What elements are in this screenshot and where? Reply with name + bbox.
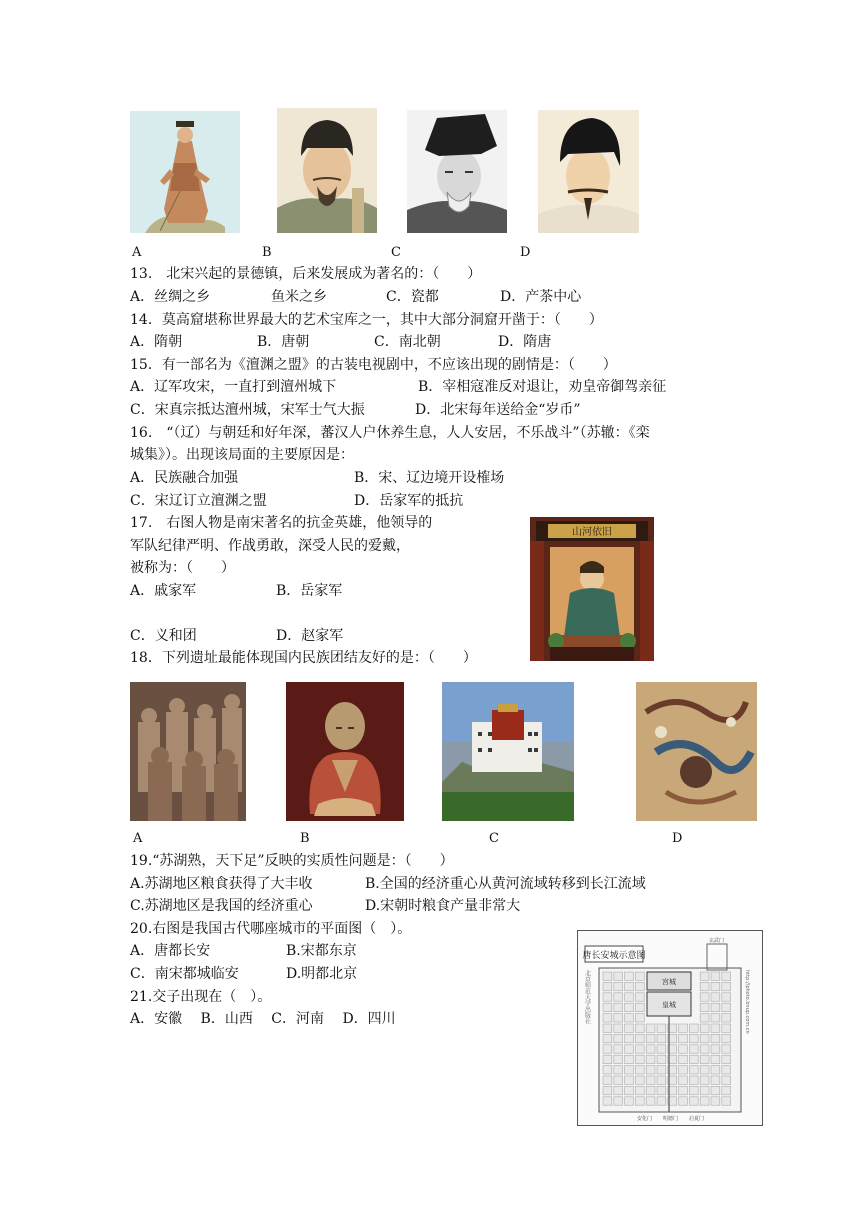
map-ward — [646, 1086, 655, 1094]
q16-option-b: B．宋、辽边境开设榷场 — [354, 470, 505, 486]
map-ward — [625, 1014, 634, 1022]
map-ward — [711, 1014, 720, 1022]
map-ward — [689, 1086, 698, 1094]
map-ward — [722, 1024, 731, 1032]
map-ward — [679, 1045, 688, 1053]
q15-option-b: B．宰相寇准反对退让，劝皇帝御驾亲征 — [418, 379, 667, 395]
q21-stem: 21.交子出现在（ ）。 — [130, 989, 272, 1005]
portrait-a-image — [130, 111, 240, 233]
map-ward — [646, 1076, 655, 1084]
map-ward — [646, 1034, 655, 1042]
map-ward — [700, 1055, 709, 1063]
map-ward — [711, 972, 720, 980]
map-ward — [700, 1003, 709, 1011]
map-ward — [614, 1014, 623, 1022]
map-ward — [625, 1097, 634, 1105]
map-ward — [625, 972, 634, 980]
map-ward — [603, 972, 612, 980]
q18-label-c: C — [489, 831, 499, 846]
map-ward — [722, 1045, 731, 1053]
q20-stem: 20.右图是我国古代哪座城市的平面图（ ）。 — [130, 921, 412, 937]
map-ward — [614, 993, 623, 1001]
map-ward — [711, 1034, 720, 1042]
q18-label-b: B — [300, 831, 310, 846]
map-ward — [722, 1076, 731, 1084]
q14-option-a: A．隋朝 — [130, 334, 183, 350]
q18-label-a: A — [133, 831, 143, 846]
map-ward — [635, 1045, 644, 1053]
q17-option-d: D．赵家军 — [276, 628, 344, 644]
map-ward — [679, 1086, 688, 1094]
q15-option-a: A．辽军攻宋，一直打到澶州城下 — [130, 379, 337, 395]
seated-lama-statue-image — [286, 682, 404, 821]
shrine-plaque-text: 山河依旧 — [572, 527, 612, 538]
map-ward — [722, 1034, 731, 1042]
map-ward — [722, 1086, 731, 1094]
q21-options: A．安徽 B．山西 C．河南 D．四川 — [130, 1011, 396, 1027]
map-ward — [700, 1024, 709, 1032]
portrait-d-image — [538, 110, 639, 233]
map-ward — [646, 1066, 655, 1074]
map-ward — [625, 993, 634, 1001]
map-ward — [625, 982, 634, 990]
map-title: 唐长安城示意图 — [582, 951, 646, 961]
map-ward — [635, 982, 644, 990]
map-ward — [700, 1066, 709, 1074]
map-ward — [657, 1097, 666, 1105]
map-imperial-city-label: 皇城 — [662, 1001, 676, 1009]
map-ward — [635, 993, 644, 1001]
map-ward — [711, 1055, 720, 1063]
q20-option-c: C．南宋都城临安 — [130, 966, 239, 982]
map-gate-anhua: 安化门 — [637, 1116, 653, 1122]
map-ward — [679, 1066, 688, 1074]
map-ward — [646, 1045, 655, 1053]
map-ward — [722, 1055, 731, 1063]
q13-option-c: C．瓷都 — [386, 289, 439, 305]
q14-option-d: D．隋唐 — [498, 334, 552, 350]
terracotta-warriors-image — [130, 682, 246, 821]
map-ward — [689, 1055, 698, 1063]
map-ward — [722, 982, 731, 990]
map-ward — [700, 972, 709, 980]
q19-option-d: D.宋朝时粮食产量非常大 — [365, 898, 521, 914]
map-ward — [603, 1003, 612, 1011]
map-ward — [722, 1014, 731, 1022]
map-ward — [614, 972, 623, 980]
q15-stem: 15．有一部名为《澶渊之盟》的古装电视剧中，不应该出现的剧情是：（ ） — [130, 357, 617, 373]
map-ward — [657, 1055, 666, 1063]
map-ward — [635, 1014, 644, 1022]
changan-city-map — [577, 930, 763, 1126]
q18-stem: 18．下列遗址最能体现国内民族团结友好的是：（ ） — [130, 650, 477, 666]
map-ward — [635, 1034, 644, 1042]
map-ward — [689, 1034, 698, 1042]
map-ward — [603, 993, 612, 1001]
map-ward — [603, 1034, 612, 1042]
map-ward — [657, 1076, 666, 1084]
map-ward — [657, 1024, 666, 1032]
map-ward — [625, 1076, 634, 1084]
map-gate-xuanwu: 玄武门 — [709, 938, 725, 944]
map-ward — [625, 1003, 634, 1011]
map-ward — [711, 1086, 720, 1094]
map-ward — [711, 1066, 720, 1074]
map-ward — [700, 982, 709, 990]
map-ward — [603, 1066, 612, 1074]
map-ward — [700, 1034, 709, 1042]
map-ward — [722, 972, 731, 980]
q19-option-b: B.全国的经济重心从黄河流域转移到长江流域 — [365, 876, 646, 892]
map-ward — [625, 1034, 634, 1042]
map-ward — [603, 1097, 612, 1105]
q20-option-b: B.宋都东京 — [286, 943, 357, 959]
map-ward — [711, 1045, 720, 1053]
map-ward — [711, 1097, 720, 1105]
map-ward — [614, 1045, 623, 1053]
map-ward — [711, 1024, 720, 1032]
map-ward — [614, 1034, 623, 1042]
q17-option-b: B．岳家军 — [276, 583, 343, 599]
q14-stem: 14．莫高窟堪称世界最大的艺术宝库之一，其中大部分洞窟开凿于：（ ） — [130, 312, 603, 328]
map-ward — [722, 1066, 731, 1074]
map-ward — [614, 1003, 623, 1011]
map-publisher-note: 北京师范大学出版社 — [583, 970, 591, 1024]
dunhuang-mural-image — [636, 682, 757, 821]
map-ward — [700, 1045, 709, 1053]
map-palace-city-label: 宫城 — [662, 978, 676, 986]
portrait-b-image — [277, 108, 377, 233]
map-ward — [635, 1024, 644, 1032]
map-ward — [679, 1097, 688, 1105]
map-ward — [614, 1076, 623, 1084]
q16-option-c: C．宋辽订立澶渊之盟 — [130, 493, 267, 509]
map-ward — [614, 1097, 623, 1105]
portrait-c-label: C — [391, 245, 401, 260]
portrait-b-label: B — [262, 245, 272, 260]
q16-option-a: A．民族融合加强 — [130, 470, 239, 486]
map-ward — [625, 1086, 634, 1094]
q14-option-c: C．南北朝 — [374, 334, 441, 350]
map-ward — [646, 1097, 655, 1105]
map-ward — [625, 1066, 634, 1074]
map-ward — [711, 982, 720, 990]
q17-stem-line3: 被称为：（ ） — [130, 560, 235, 576]
map-ward — [614, 1066, 623, 1074]
q13-option-b: 鱼米之乡 — [271, 289, 327, 305]
map-ward — [689, 1045, 698, 1053]
q14-option-b: B．唐朝 — [257, 334, 310, 350]
map-ward — [689, 1076, 698, 1084]
map-ward — [700, 1097, 709, 1105]
yue-fei-shrine-image — [530, 517, 654, 661]
q17-stem-line2: 军队纪律严明、作战勇敢，深受人民的爱戴， — [130, 538, 410, 554]
q15-option-d: D．北宋每年送给金“岁币” — [415, 402, 581, 418]
map-ward — [689, 1024, 698, 1032]
map-ward — [722, 1097, 731, 1105]
map-ward — [635, 1086, 644, 1094]
q16-stem-line2: 城集》）。出现该局面的主要原因是： — [130, 447, 354, 463]
q13-option-a: A．丝绸之乡 — [130, 289, 211, 305]
map-ward — [614, 1055, 623, 1063]
map-ward — [614, 1086, 623, 1094]
q17-option-c: C．义和团 — [130, 628, 197, 644]
map-ward — [679, 1034, 688, 1042]
map-ward — [603, 1086, 612, 1094]
map-ward — [679, 1055, 688, 1063]
map-ward — [635, 1055, 644, 1063]
map-ward — [646, 1055, 655, 1063]
map-ward — [603, 1014, 612, 1022]
map-ward — [722, 993, 731, 1001]
q16-option-d: D．岳家军的抵抗 — [354, 493, 464, 509]
map-ward — [689, 1066, 698, 1074]
map-ward — [700, 993, 709, 1001]
map-ward — [625, 1024, 634, 1032]
map-url-note: http://photo.bnup.com.cn — [744, 970, 750, 1034]
portrait-c-image — [407, 110, 507, 233]
map-ward — [614, 982, 623, 990]
q19-stem: 19.“苏湖熟，天下足”反映的实质性问题是：（ ） — [130, 853, 454, 869]
q17-stem-line1: 17. 右图人物是南宋著名的抗金英雄，他领导的 — [130, 515, 433, 531]
map-ward — [711, 993, 720, 1001]
q19-option-a: A.苏湖地区粮食获得了大丰收 — [130, 876, 313, 892]
map-ward — [700, 1014, 709, 1022]
map-ward — [689, 1097, 698, 1105]
map-ward — [722, 1003, 731, 1011]
map-ward — [711, 1003, 720, 1011]
q15-option-c: C．宋真宗抵达澶州城，宋军士气大振 — [130, 402, 365, 418]
q13-stem: 13. 北宋兴起的景德镇，后来发展成为著名的：（ ） — [130, 266, 482, 282]
map-ward — [635, 1076, 644, 1084]
map-ward — [635, 1097, 644, 1105]
map-gate-qixia: 启夏门 — [689, 1116, 705, 1122]
map-ward — [700, 1086, 709, 1094]
map-ward — [614, 1024, 623, 1032]
q18-label-d: D — [672, 831, 683, 846]
map-ward — [657, 1066, 666, 1074]
map-ward — [635, 1066, 644, 1074]
map-ward — [603, 1076, 612, 1084]
map-ward — [657, 1034, 666, 1042]
map-ward — [603, 1045, 612, 1053]
map-ward — [603, 1055, 612, 1063]
map-ward — [635, 972, 644, 980]
map-ward — [711, 1076, 720, 1084]
q20-option-d: D.明都北京 — [286, 966, 358, 982]
q17-option-a: A．戚家军 — [130, 583, 197, 599]
map-ward — [625, 1045, 634, 1053]
map-ward — [603, 1024, 612, 1032]
q20-option-a: A．唐都长安 — [130, 943, 211, 959]
portrait-d-label: D — [520, 245, 531, 260]
map-ward — [646, 1024, 655, 1032]
map-ward — [679, 1024, 688, 1032]
map-ward — [657, 1086, 666, 1094]
potala-palace-image — [442, 682, 574, 821]
map-ward — [657, 1045, 666, 1053]
map-ward — [635, 1003, 644, 1011]
map-ward — [625, 1055, 634, 1063]
q19-option-c: C.苏湖地区是我国的经济重心 — [130, 898, 313, 914]
map-ward — [603, 982, 612, 990]
map-ward — [679, 1076, 688, 1084]
portrait-a-label: A — [132, 245, 142, 260]
q16-stem-line1: 16. “（辽）与朝廷和好年深，蕃汉人户休养生息，人人安居，不乐战斗”（苏辙：《栾 — [130, 425, 650, 441]
map-gate-mingde: 明德门 — [663, 1116, 679, 1122]
q13-option-d: D．产茶中心 — [500, 289, 582, 305]
map-ward — [700, 1076, 709, 1084]
